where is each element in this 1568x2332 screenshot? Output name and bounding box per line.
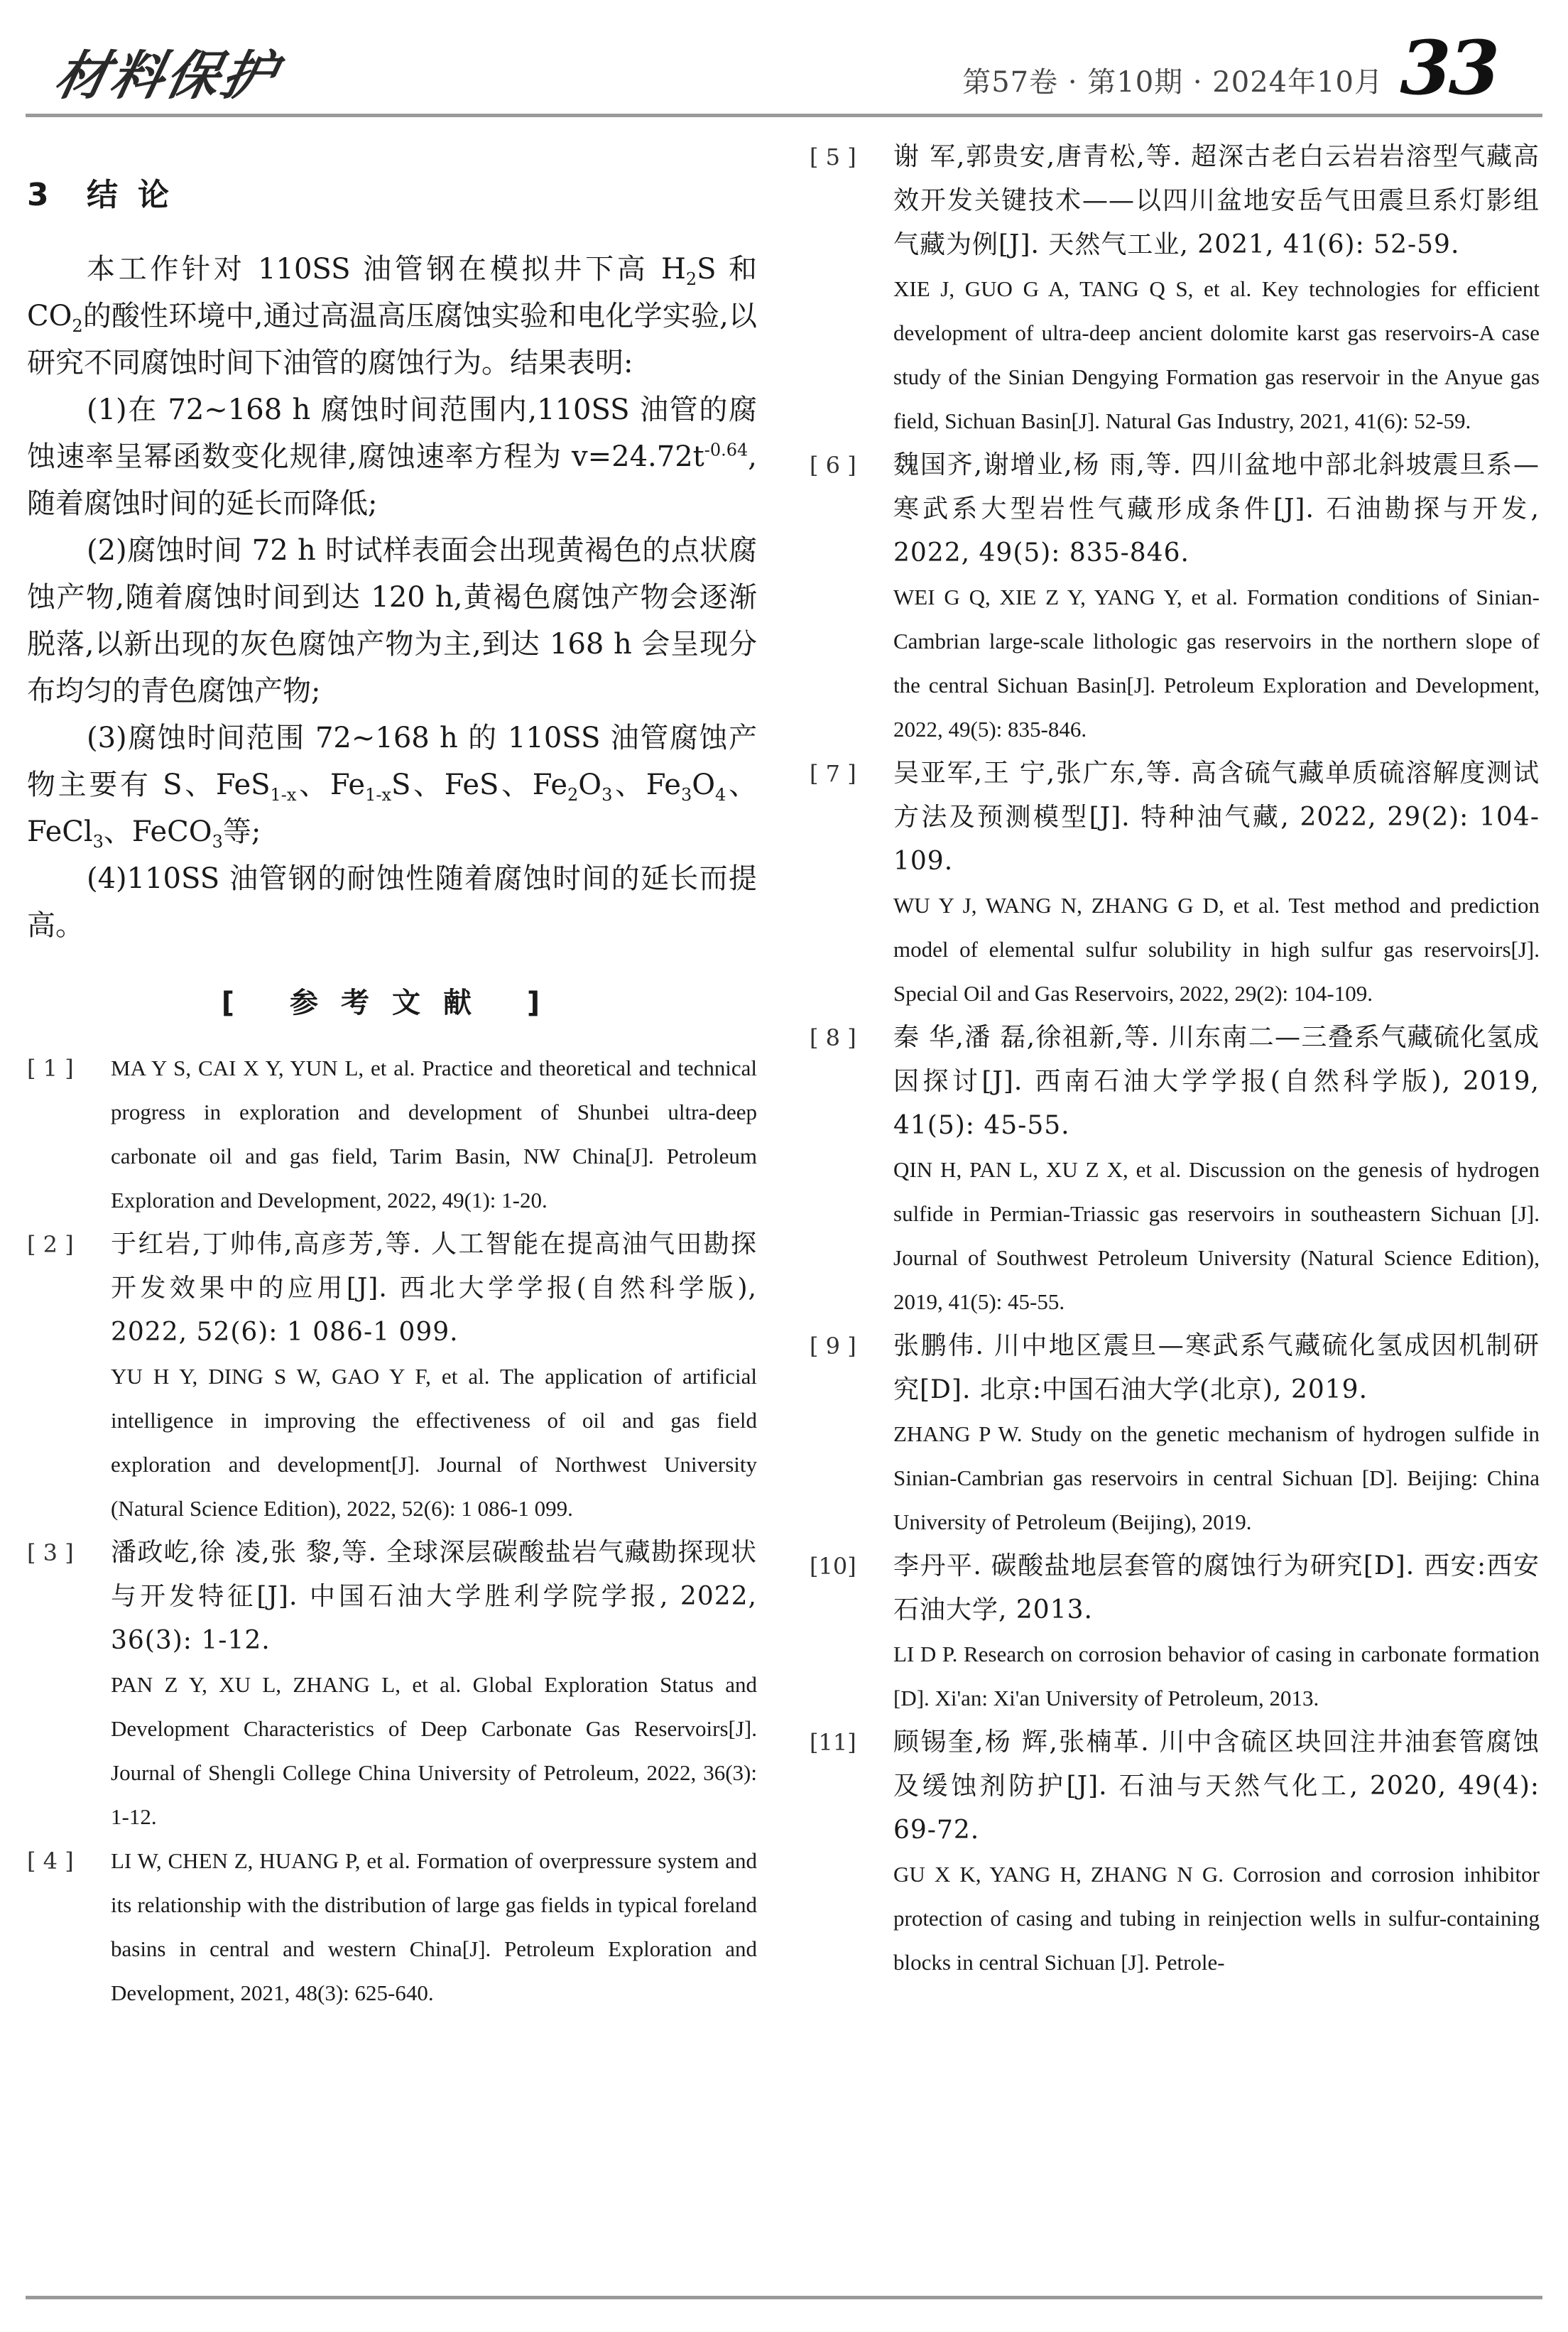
reference-number: [ 6 ] xyxy=(810,452,856,479)
paragraph-text: 等; xyxy=(222,815,261,848)
paragraph-text: ,随着腐蚀时间的延长而降低; xyxy=(27,440,757,520)
section-number: 3 xyxy=(27,177,53,213)
reference-text-chinese: 顾锡奎,杨 辉,张楠革. 川中含硫区块回注井油套管腐蚀及缓蚀剂防护[J]. 石油与天然气化工, 2020, 49(4): 69-72. xyxy=(893,1728,1540,1845)
paragraph-text: 、Fe xyxy=(296,769,366,801)
subscript: 3 xyxy=(601,785,613,805)
reference-number: [ 1 ] xyxy=(27,1055,74,1082)
subscript: 1-x xyxy=(365,785,391,805)
reference-text-chinese: 魏国齐,谢增业,杨 雨,等. 四川盆地中部北斜坡震旦系—寒武系大型岩性气藏形成条件[J]. 石油勘探与开发, 2022, 49(5): 835-846. xyxy=(893,450,1540,568)
reference-entry xyxy=(810,752,1540,1016)
running-header xyxy=(0,0,1568,135)
reference-text-chinese: 潘政屹,徐 凌,张 黎,等. 全球深层碳酸盐岩气藏勘探现状与开发特征[J]. 中国石油大学胜利学院学报, 2022, 36(3): 1-12. xyxy=(111,1538,757,1655)
reference-number: [11] xyxy=(810,1729,856,1756)
paragraph-text: 的酸性环境中,通过高温高压腐蚀实验和电化学实验,以研究不同腐蚀时间下油管的腐蚀行为。结果表明: xyxy=(27,300,757,379)
paragraph-text: S 和 CO xyxy=(27,253,757,332)
reference-text-chinese: 秦 华,潘 磊,徐祖新,等. 川东南二—三叠系气藏硫化氢成因探讨[J]. 西南石油大学学报(自然科学版), 2019, 41(5): 45-55. xyxy=(893,1023,1540,1140)
paragraph-text: 、FeCl xyxy=(27,769,758,848)
references-heading: [ 参考文献 ] xyxy=(221,987,563,1019)
subscript: 1-x xyxy=(270,785,297,805)
reference-entry xyxy=(810,443,1540,752)
reference-number: [ 2 ] xyxy=(27,1231,74,1258)
reference-number: [ 3 ] xyxy=(27,1539,74,1566)
reference-text-english: LI W, CHEN Z, HUANG P, et al. Formation of overpressure system and its relationship with the distribution of large gas fields in typical foreland basins in central and western China[J]. Petroleum Exploration and Development, 2021, 48(3): 625-640. xyxy=(111,1848,757,2005)
section-heading xyxy=(27,169,757,215)
reference-body xyxy=(111,1531,757,1839)
paragraph-text: O xyxy=(578,769,602,801)
reference-entry xyxy=(27,1839,757,2015)
reference-text-chinese: 谢 军,郭贵安,唐青松,等. 超深古老白云岩岩溶型气藏高效开发关键技术——以四川盆地安岳气田震旦系灯影组气藏为例[J]. 天然气工业, 2021, 41(6): 52-59. xyxy=(893,142,1540,259)
reference-list-right xyxy=(810,135,1540,1985)
conclusion-paragraph xyxy=(27,386,757,527)
subscript: 2 xyxy=(685,269,697,289)
reference-list-left xyxy=(27,1046,757,2015)
reference-entry xyxy=(810,1324,1540,1544)
conclusion-body xyxy=(27,246,757,949)
reference-entry xyxy=(27,1531,757,1839)
issue-info: 第57卷 · 第10期 · 2024年10月 xyxy=(962,66,1383,99)
subscript: 3 xyxy=(212,832,223,852)
reference-entry xyxy=(27,1046,757,1222)
reference-number: [ 9 ] xyxy=(810,1333,856,1360)
footer-rule xyxy=(26,2296,1542,2299)
reference-text-english: XIE J, GUO G A, TANG Q S, et al. Key technologies for efficient development of ultra-deep ancient dolomite karst gas reservoirs-A case study of the Sinian Dengying Formation gas reservoir in the Anyue gas field, Sichuan Basin[J]. Natural Gas Industry, 2021, 41(6): 52-59. xyxy=(893,276,1540,433)
reference-body xyxy=(893,443,1540,752)
conclusion-paragraph xyxy=(27,855,757,949)
reference-number: [ 5 ] xyxy=(810,143,856,170)
page-number: 33 xyxy=(1400,24,1497,112)
reference-text-english: PAN Z Y, XU L, ZHANG L, et al. Global Exploration Status and Development Characteristics of Deep Carbonate Gas Reservoirs[J]. Journal of Shengli College China University of Petroleum, 2022, 36(3): 1-12. xyxy=(111,1672,757,1829)
reference-text-english: MA Y S, CAI X Y, YUN L, et al. Practice and theoretical and technical progress in exploration and development of Shunbei ultra-deep carbonate oil and gas field, Tarim Basin, NW China[J]. Petroleum Exploration and Development, 2022, 49(1): 1-20. xyxy=(111,1056,757,1213)
reference-text-english: GU X K, YANG H, ZHANG N G. Corrosion and corrosion inhibitor protection of casing and tubing in reinjection wells in sulfur-containing blocks in central Sichuan [J]. Petrole- xyxy=(893,1862,1540,1975)
paragraph-text: (1)在 72~168 h 腐蚀时间范围内,110SS 油管的腐蚀速率呈幂函数变化规律,腐蚀速率方程为 v=24.72t xyxy=(27,394,757,473)
reference-number: [10] xyxy=(810,1553,856,1580)
paragraph-text: (3)腐蚀时间范围 72~168 h 的 110SS 油管腐蚀产物主要有 S、FeS xyxy=(27,722,757,801)
reference-body xyxy=(893,752,1540,1016)
paragraph-text: 本工作针对 110SS 油管钢在模拟井下高 H xyxy=(87,253,686,286)
reference-number: [ 4 ] xyxy=(27,1848,74,1875)
reference-text-chinese: 李丹平. 碳酸盐地层套管的腐蚀行为研究[D]. 西安:西安石油大学, 2013. xyxy=(893,1551,1540,1625)
subscript: 2 xyxy=(72,316,83,336)
reference-body xyxy=(893,1016,1540,1324)
reference-text-english: QIN H, PAN L, XU Z X, et al. Discussion on the genesis of hydrogen sulfide in Permian-Triassic gas reservoirs in southeastern Sichuan [J]. Journal of Southwest Petroleum University (Natural Science Edition), 2019, 41(5): 45-55. xyxy=(893,1157,1540,1314)
paragraph-text: O xyxy=(692,769,716,801)
reference-body xyxy=(893,1720,1540,1985)
right-column xyxy=(810,135,1540,1985)
header-rule xyxy=(26,114,1542,117)
subscript: 3 xyxy=(680,785,692,805)
reference-body xyxy=(111,1839,757,2015)
reference-text-english: ZHANG P W. Study on the genetic mechanism of hydrogen sulfide in Sinian-Cambrian gas reservoirs in central Sichuan [D]. Beijing: China University of Petroleum (Beijing), 2019. xyxy=(893,1421,1540,1534)
reference-body xyxy=(893,135,1540,443)
subscript: 4 xyxy=(715,785,726,805)
reference-text-chinese: 于红岩,丁帅伟,高彦芳,等. 人工智能在提高油气田勘探开发效果中的应用[J]. 西北大学学报(自然科学版), 2022, 52(6): 1 086-1 099. xyxy=(111,1230,757,1347)
reference-number: [ 7 ] xyxy=(810,760,856,787)
subscript: 2 xyxy=(567,785,579,805)
reference-text-english: WU Y J, WANG N, ZHANG G D, et al. Test method and prediction model of elemental sulfur solubility in high sulfur gas reservoirs[J]. Special Oil and Gas Reservoirs, 2022, 29(2): 104-109. xyxy=(893,893,1540,1006)
reference-text-english: WEI G Q, XIE Z Y, YANG Y, et al. Formation conditions of Sinian-Cambrian large-scale lithologic gas reservoirs in the northern slope of the central Sichuan Basin[J]. Petroleum Exploration and Development, 2022, 49(5): 835-846. xyxy=(893,585,1540,742)
conclusion-paragraph xyxy=(27,527,757,715)
superscript: -0.64 xyxy=(704,440,748,460)
paragraph-text: 、Fe xyxy=(612,769,681,801)
reference-text-chinese: 吴亚军,王 宁,张广东,等. 高含硫气藏单质硫溶解度测试方法及预测模型[J]. 特种油气藏, 2022, 29(2): 104-109. xyxy=(893,759,1540,876)
paragraph-text: S、FeS、Fe xyxy=(391,769,567,801)
reference-entry xyxy=(810,1544,1540,1720)
reference-entry xyxy=(27,1222,757,1531)
reference-text-chinese: 张鹏伟. 川中地区震旦—寒武系气藏硫化氢成因机制研究[D]. 北京:中国石油大学(北京), 2019. xyxy=(893,1331,1540,1404)
section-title: 结论 xyxy=(86,177,189,213)
left-column xyxy=(27,135,757,2015)
paragraph-text: (4)110SS 油管钢的耐蚀性随着腐蚀时间的延长而提高。 xyxy=(27,862,757,942)
reference-entry xyxy=(810,1720,1540,1985)
reference-entry xyxy=(810,135,1540,443)
reference-text-english: YU H Y, DING S W, GAO Y F, et al. The application of artificial intelligence in improving the effectiveness of oil and gas field exploration and development[J]. Journal of Northwest University (Natural Science Edition), 2022, 52(6): 1 086-1 099. xyxy=(111,1364,757,1521)
reference-entry xyxy=(810,1016,1540,1324)
reference-body xyxy=(893,1544,1540,1720)
paragraph-text: 、FeCO xyxy=(103,815,212,848)
journal-logo: 材料保护 xyxy=(49,45,284,107)
paragraph-text: (2)腐蚀时间 72 h 时试样表面会出现黄褐色的点状腐蚀产物,随着腐蚀时间到达 120 h,黄褐色腐蚀产物会逐渐脱落,以新出现的灰色腐蚀产物为主,到达 168 h 会呈现分布均匀的青色腐蚀产物; xyxy=(27,534,757,707)
subscript: 3 xyxy=(92,832,104,852)
conclusion-paragraph xyxy=(27,715,757,855)
reference-body xyxy=(111,1046,757,1222)
reference-body xyxy=(893,1324,1540,1544)
reference-text-english: LI D P. Research on corrosion behavior of casing in carbonate formation [D]. Xi'an: Xi'an University of Petroleum, 2013. xyxy=(893,1642,1540,1710)
reference-number: [ 8 ] xyxy=(810,1024,856,1051)
reference-body xyxy=(111,1222,757,1531)
conclusion-paragraph xyxy=(27,246,757,386)
